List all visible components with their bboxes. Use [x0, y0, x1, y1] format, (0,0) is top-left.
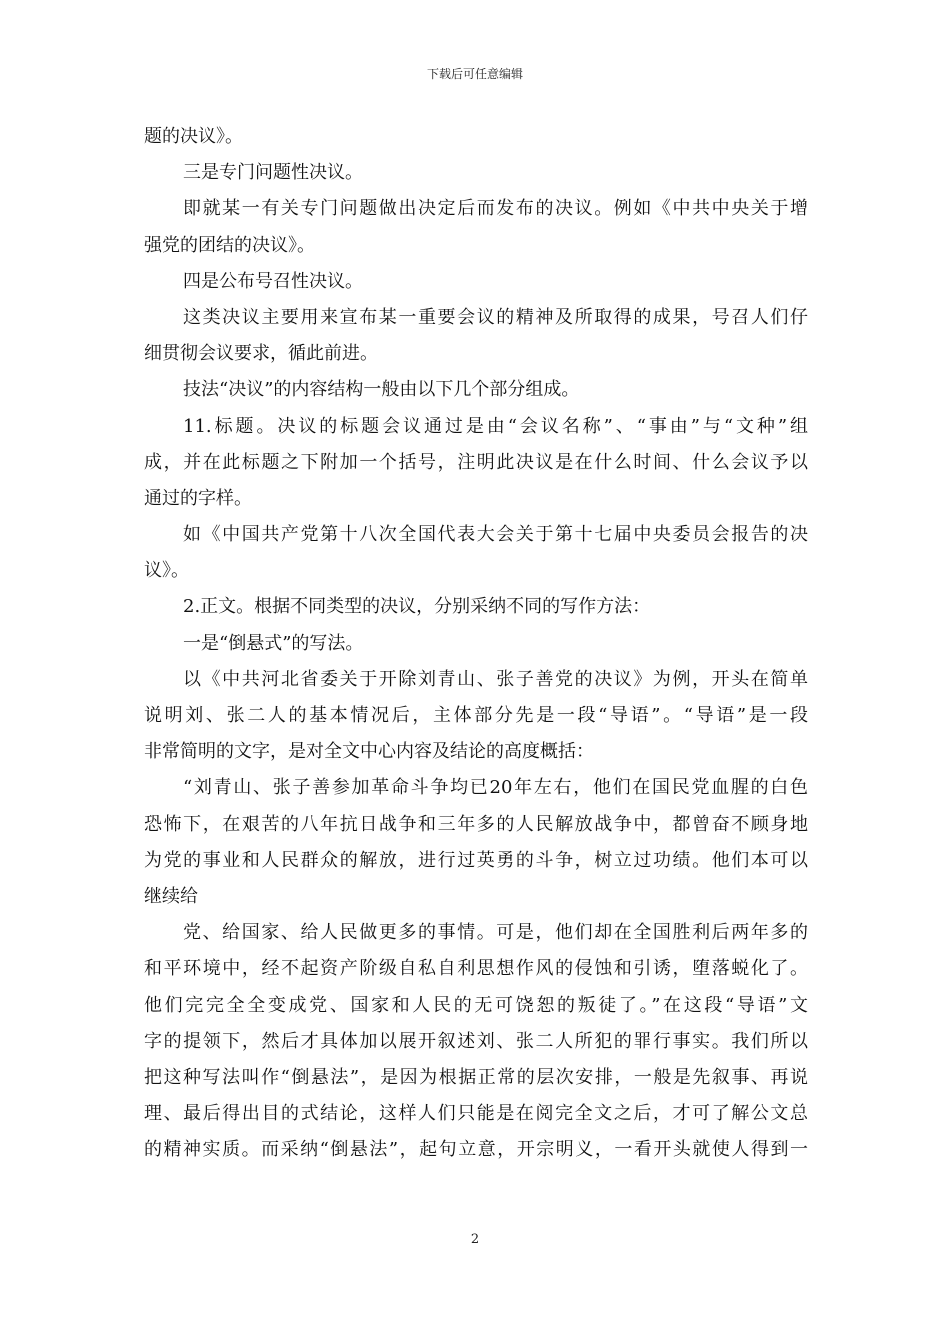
text-line: 非常简明的文字，是对全文中心内容及结论的高度概括： — [144, 741, 594, 763]
text-line: 把这种写法叫作“倒悬法”，是因为根据正常的层次安排，一般是先叙事、再说 — [144, 1066, 808, 1088]
page-number: 2 — [470, 1232, 480, 1247]
text-line: 题的决议》。 — [144, 126, 243, 147]
text-line: 议》。 — [144, 560, 189, 582]
text-line: 三是专门问题性决议。 — [183, 162, 363, 184]
text-line: 继续给 — [144, 885, 198, 907]
text-line: 为党的事业和人民群众的解放，进行过英勇的斗争，树立过功绩。他们本可以 — [144, 849, 808, 871]
text-line: 和平环境中，经不起资产阶级自私自利思想作风的侵蚀和引诱，堕落蜕化了。 — [144, 958, 808, 980]
text-line: 一是“倒悬式”的写法。 — [183, 632, 364, 654]
text-line: 他们完完全全变成党、国家和人民的无可饶恕的叛徒了。”在这段“导语”文 — [144, 994, 808, 1016]
text-line: 成，并在此标题之下附加一个括号，注明此决议是在什么时间、什么会议予以 — [144, 451, 808, 473]
text-line: 2.正文。根据不同类型的决议，分别采纳不同的写作方法： — [183, 596, 651, 618]
text-line: 字的提领下，然后才具体加以展开叙述刘、张二人所犯的罪行事实。我们所以 — [144, 1030, 808, 1052]
text-line: 的精神实质。而采纳“倒悬法”，起句立意，开宗明义，一看开头就使人得到一 — [144, 1139, 808, 1161]
text-line: 即就某一有关专门问题做出决定后而发布的决议。例如《中共中央关于增 — [183, 198, 808, 220]
text-line: 说明刘、张二人的基本情况后，主体部分先是一段“导语”。“导语”是一段 — [144, 705, 808, 726]
document-body — [144, 119, 808, 1168]
text-line: 强党的团结的决议》。 — [144, 234, 315, 256]
text-line: “刘青山、张子善参加革命斗争均已20年左右，他们在国民党血腥的白色 — [183, 777, 808, 799]
text-line: 四是公布号召性决议。 — [183, 270, 363, 292]
page-header: 下载后可任意编辑 — [426, 67, 523, 81]
text-line: 11.标题。决议的标题会议通过是由“会议名称”、“事由”与“文种”组 — [183, 415, 808, 437]
text-line: 以《中共河北省委关于开除刘青山、张子善党的决议》为例，开头在简单 — [183, 668, 808, 690]
text-line: 如《中国共产党第十八次全国代表大会关于第十七届中央委员会报告的决 — [183, 524, 808, 546]
text-line: 细贯彻会议要求，循此前进。 — [144, 343, 378, 365]
text-line: 恐怖下，在艰苦的八年抗日战争和三年多的人民解放战争中，都曾奋不顾身地 — [144, 813, 808, 835]
text-line: 技法“决议”的内容结构一般由以下几个部分组成。 — [183, 379, 580, 401]
text-line: 通过的字样。 — [144, 487, 252, 509]
text-line: 这类决议主要用来宣布某一重要会议的精神及所取得的成果，号召人们仔 — [183, 306, 808, 328]
text-line: 党、给国家、给人民做更多的事情。可是，他们却在全国胜利后两年多的 — [183, 922, 808, 944]
text-line: 理、最后得出目的式结论，这样人们只能是在阅完全文之后，才可了解公文总 — [144, 1103, 808, 1125]
